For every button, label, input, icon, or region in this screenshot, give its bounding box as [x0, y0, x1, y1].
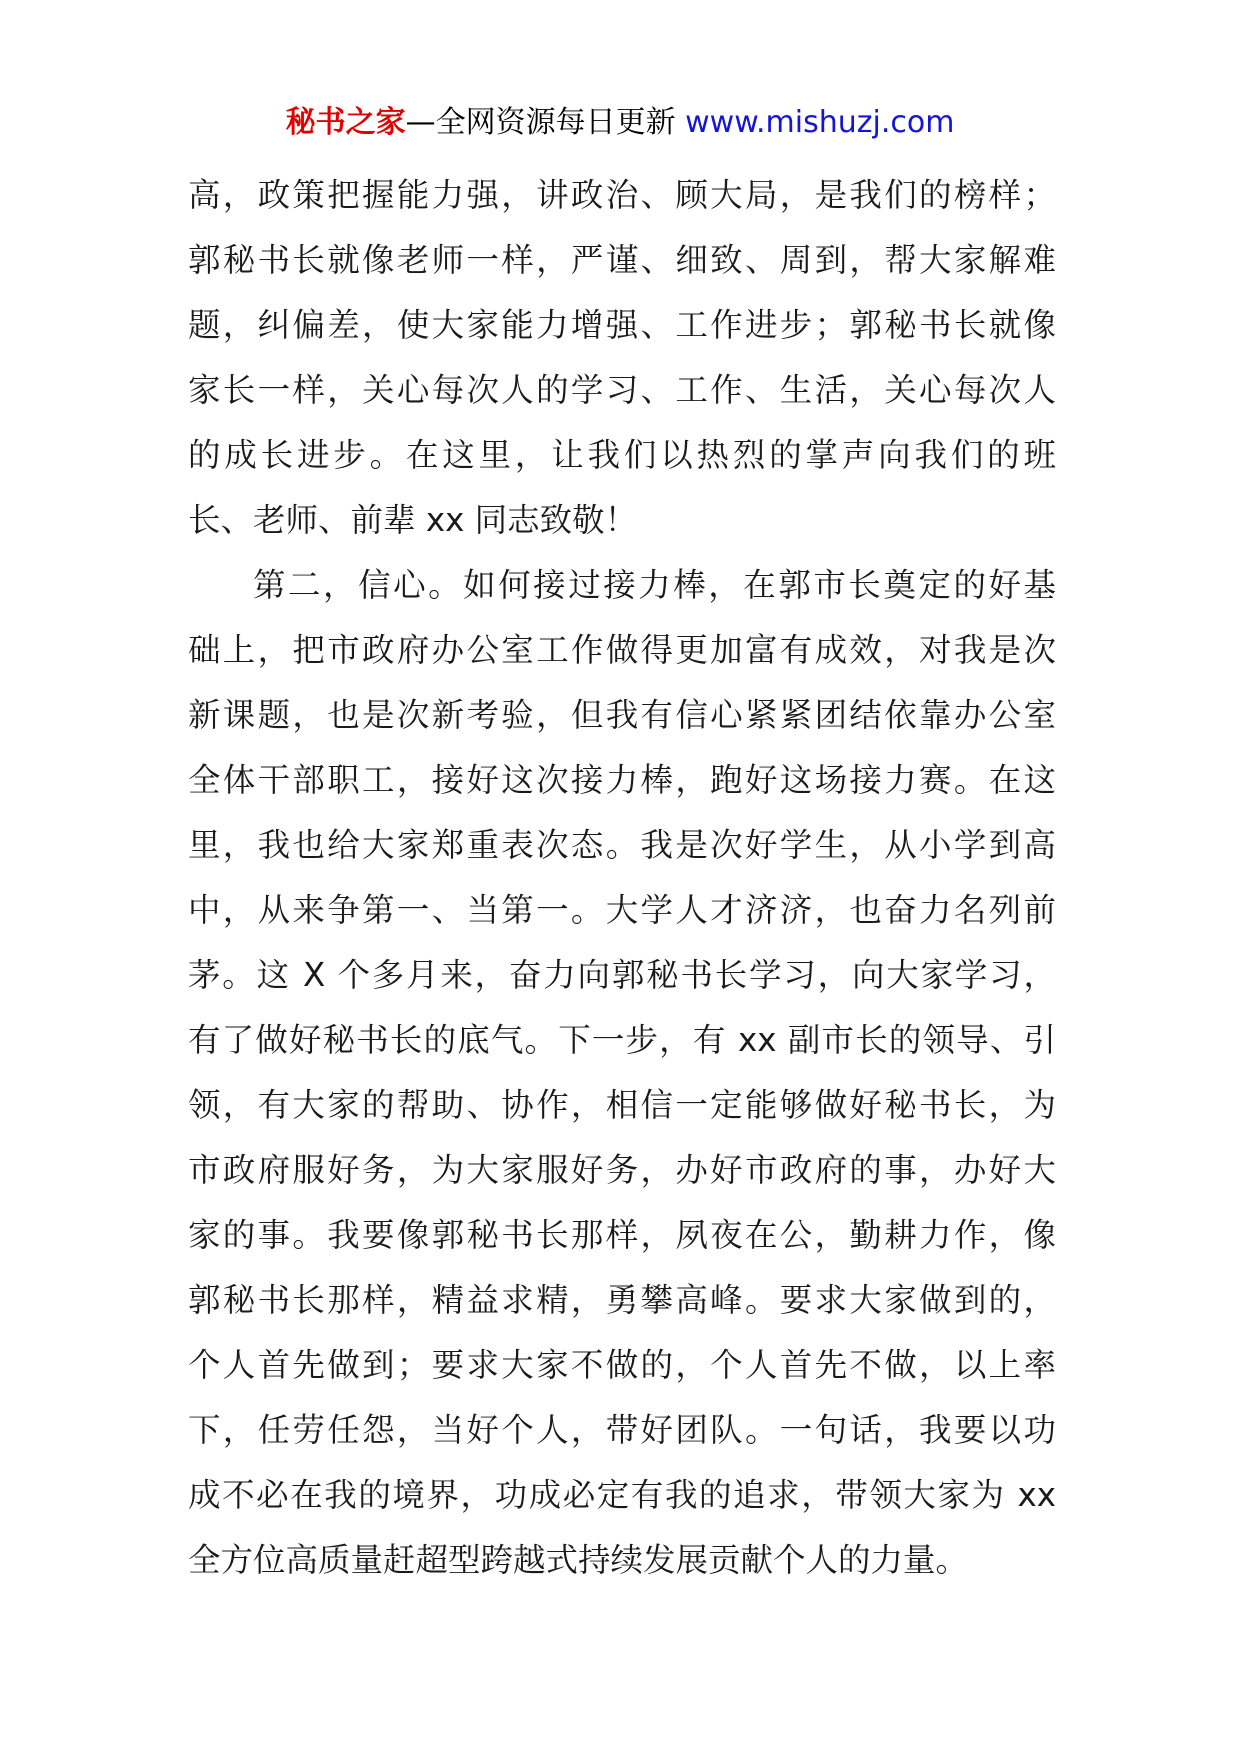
text-line: 题，纠偏差，使大家能力增强、工作进步；郭秘书长就像 — [188, 306, 1056, 344]
header-brand: 秘书之家 — [285, 105, 406, 140]
text-line: 中，从来争第一、当第一。大学人才济济，也奋力名列前 — [188, 891, 1056, 929]
text-line: 家长一样，关心每次人的学习、工作、生活，关心每次人 — [188, 371, 1056, 409]
text-line: 全方位高质量赶超型跨越式持续发展贡献个人的力量。 — [188, 1541, 969, 1579]
text-line: 领，有大家的帮助、协作，相信一定能够做好秘书长，为 — [188, 1086, 1056, 1124]
text-line: 郭秘书长那样，精益求精，勇攀高峰。要求大家做到的， — [188, 1281, 1056, 1319]
text-line: 础上，把市政府办公室工作做得更加富有成效，对我是次 — [188, 631, 1056, 669]
text-line: 长、老师、前辈 xx 同志致敬！ — [188, 501, 638, 539]
page-header — [0, 100, 1240, 146]
text-line: 里，我也给大家郑重表次态。我是次好学生，从小学到高 — [188, 826, 1056, 864]
document-body — [188, 163, 1056, 1593]
text-line: 成不必在我的境界，功成必定有我的追求，带领大家为 xx — [188, 1476, 1056, 1514]
text-line: 郭秘书长就像老师一样，严谨、细致、周到，帮大家解难 — [188, 241, 1056, 279]
text-line: 个人首先做到；要求大家不做的，个人首先不做，以上率 — [188, 1346, 1056, 1384]
text-line: 新课题，也是次新考验，但我有信心紧紧团结依靠办公室 — [188, 696, 1056, 734]
header-tagline: —全网资源每日更新 — [405, 105, 676, 140]
text-line: 的成长进步。在这里，让我们以热烈的掌声向我们的班 — [188, 436, 1056, 474]
text-line: 家的事。我要像郭秘书长那样，夙夜在公，勤耕力作，像 — [188, 1216, 1056, 1254]
text-line: 高，政策把握能力强，讲政治、顾大局，是我们的榜样； — [188, 176, 1056, 214]
header-url-link[interactable]: www.mishuzj.com — [685, 105, 955, 140]
text-line: 全体干部职工，接好这次接力棒，跑好这场接力赛。在这 — [188, 761, 1056, 799]
text-line: 下，任劳任怨，当好个人，带好团队。一句话，我要以功 — [188, 1411, 1056, 1449]
text-line: 第二，信心。如何接过接力棒，在郭市长奠定的好基 — [253, 566, 1056, 604]
text-line: 市政府服好务，为大家服好务，办好市政府的事，办好大 — [188, 1151, 1056, 1189]
text-line: 茅。这 X 个多月来，奋力向郭秘书长学习，向大家学习， — [188, 956, 1056, 994]
text-line: 有了做好秘书长的底气。下一步，有 xx 副市长的领导、引 — [188, 1021, 1056, 1059]
